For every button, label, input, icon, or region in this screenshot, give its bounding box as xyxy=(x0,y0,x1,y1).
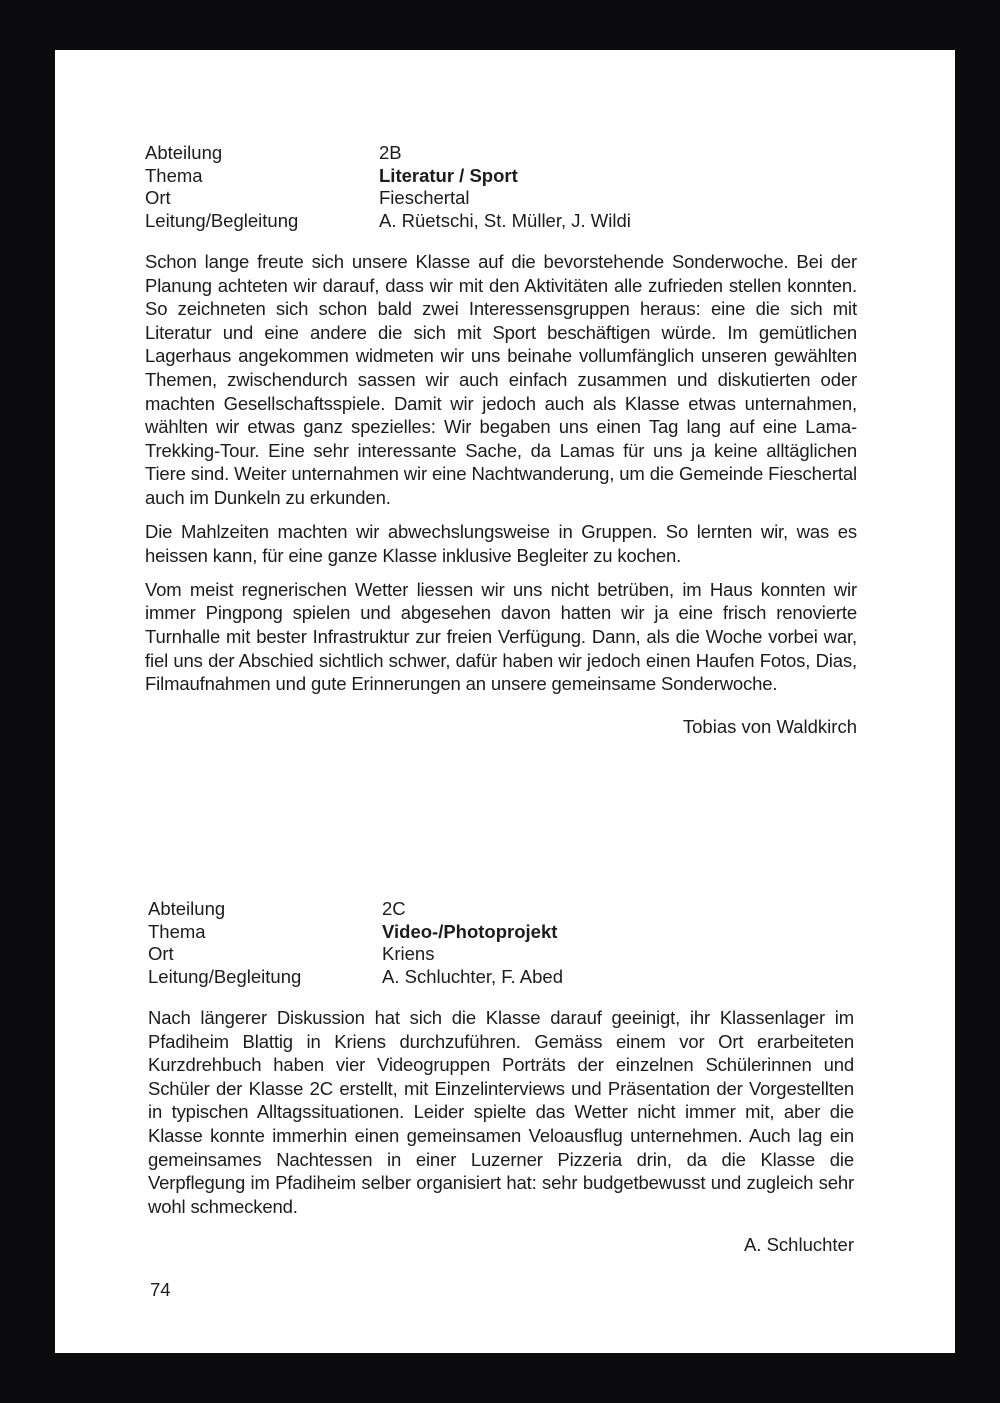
document-page xyxy=(55,50,955,1353)
meta-row-ort xyxy=(148,943,860,966)
meta-value: Kriens xyxy=(382,943,435,964)
meta-row-ort xyxy=(145,187,857,210)
meta-label: Ort xyxy=(148,943,174,964)
meta-value-topic: Video-/Photoprojekt xyxy=(382,920,558,942)
meta-label: Thema xyxy=(145,164,203,186)
paragraph: Vom meist regnerischen Wetter liessen wir uns nicht betrüben, im Haus konnten wir immer Pingpong spielen und abgesehen davon hatten wir ja eine frisch renovierte Turnhalle mit bester Infrastruktur zur freien Verfügung. Dann, als die Woche vorbei war, fiel uns der Abschied sichtlich schwer, dafür haben wir jedoch einen Haufen Fotos, Dias, Filmaufnahmen und gute Erinnerungen an unsere gemeinsame Sonderwoche. xyxy=(145,578,857,695)
page-number: 74 xyxy=(150,1279,171,1300)
meta-value-topic: Literatur / Sport xyxy=(379,164,518,186)
meta-label: Thema xyxy=(148,920,206,942)
section-meta xyxy=(145,142,857,232)
meta-label: Leitung/Begleitung xyxy=(145,209,299,231)
meta-value: Fieschertal xyxy=(379,187,470,208)
section-body xyxy=(148,1006,854,1218)
meta-value: A. Schluchter, F. Abed xyxy=(382,965,563,987)
section-body xyxy=(145,250,857,696)
meta-row-abteilung xyxy=(145,142,857,165)
author-signature: A. Schluchter xyxy=(743,1234,854,1256)
meta-row-thema xyxy=(148,921,860,944)
meta-label: Ort xyxy=(145,187,171,208)
meta-row-leitung xyxy=(145,210,857,233)
meta-row-abteilung xyxy=(148,898,860,921)
meta-label: Abteilung xyxy=(148,898,226,919)
meta-label: Leitung/Begleitung xyxy=(148,965,302,987)
report-section-2b xyxy=(145,142,857,738)
meta-value: A. Rüetschi, St. Müller, J. Wildi xyxy=(379,209,631,231)
paragraph: Nach längerer Diskussion hat sich die Klasse darauf geeinigt, ihr Klassenlager im Pfadiheim Blattig in Kriens durchzuführen. Gemäss einem vor Ort erarbeiteten Kurzdrehbuch haben vier Videogruppen Porträts der einzelnen Schülerinnen und Schüler der Klasse 2C erstellt, mit Einzelinterviews und Präsentation der Vorgestellten in typischen Alltagssituationen. Leider spielte das Wetter nicht immer mit, aber die Klasse konnte immerhin einen gemeinsamen Veloausflug unternehmen. Auch lag ein gemeinsames Nachtessen in einer Luzerner Pizzeria drin, da die Klasse die Verpflegung im Pfadiheim selber organisiert hat: sehr budgetbewusst und zugleich sehr wohl schmeckend. xyxy=(148,1007,854,1217)
author-signature: Tobias von Waldkirch xyxy=(682,715,857,737)
paragraph: Die Mahlzeiten machten wir abwechslungsweise in Gruppen. So lernten wir, was es heissen kann, für eine ganze Klasse inklusive Begleiter zu kochen. xyxy=(145,521,857,566)
meta-row-thema xyxy=(145,165,857,188)
meta-value: 2B xyxy=(379,142,402,163)
paragraph: Schon lange freute sich unsere Klasse auf die bevorstehende Sonderwoche. Bei der Planung achteten wir darauf, dass wir mit den Aktivitäten alle zufrieden stellen konnten. So zeichneten sich schon bald zwei Interessensgruppen heraus: eine die sich mit Literatur und eine andere die sich mit Sport beschäftigen würde. Im gemütlichen Lagerhaus angekommen widmeten wir uns beinahe vollumfänglich unseren gewählten Themen, zwischendurch sassen wir auch einfach zusammen und diskutierten oder machten Gesellschaftsspiele. Damit wir jedoch auch als Klasse etwas unternahmen, wählten wir etwas ganz spezielles: Wir begaben uns einen Tag lang auf eine Lama-Trekking-Tour. Eine sehr interessante Sache, da Lamas für uns ja keine alltäglichen Tiere sind. Weiter unternahmen wir eine Nachtwanderung, um die Gemeinde Fieschertal auch im Dunkeln zu erkunden. xyxy=(145,251,857,508)
section-meta xyxy=(148,898,860,988)
meta-value: 2C xyxy=(382,898,406,919)
meta-row-leitung xyxy=(148,966,860,989)
report-section-2c xyxy=(148,898,860,1256)
meta-label: Abteilung xyxy=(145,142,223,163)
